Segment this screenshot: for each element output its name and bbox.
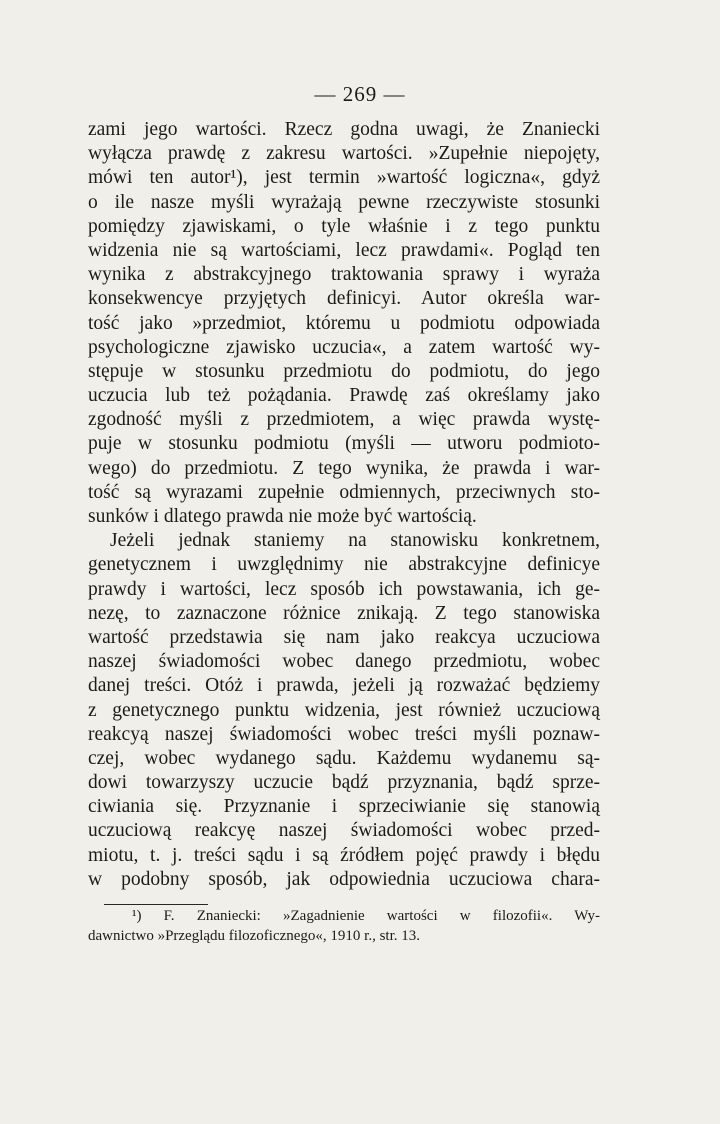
text-line: zgodność myśli z przedmiotem, a więc prawda wystę- [88,409,600,431]
text-line: uczuciową reakcyę naszej świadomości wobec przed- [88,820,600,842]
main-text [88,118,600,892]
footnote-line: ¹) F. Znaniecki: »Zagadnienie wartości w filozofii«. Wy- [132,908,600,924]
text-line: stępuje w stosunku przedmiotu do podmiotu, do jego [88,360,600,382]
page-number: — 269 — [314,82,406,106]
text-line: psychologiczne zjawisko uczucia«, a zatem wartość wy- [88,336,600,358]
text-line: uczucia lub też pożądania. Prawdę zaś określamy jako [88,385,600,407]
text-line: danej treści. Otóż i prawda, jeżeli ją rozważać będziemy [88,675,600,697]
text-line: mówi ten autor¹), jest termin »wartość logiczna«, gdyż [88,167,600,189]
text-line: prawdy i wartości, lecz sposób ich powstawania, ich ge- [88,578,600,600]
text-line: o ile nasze myśli wyrażają pewne rzeczywiste stosunki [88,191,600,213]
text-line: pomiędzy zjawiskami, o tyle właśnie i z tego punktu [88,215,600,237]
text-line: naszej świadomości wobec danego przedmiotu, wobec [88,651,600,673]
text-line: czej, wobec wydanego sądu. Każdemu wydanemu są- [88,747,600,769]
text-line: widzenia nie są wartościami, lecz prawdami«. Pogląd ten [88,239,600,261]
text-line: konsekwencye przyjętych definicyi. Autor określa war- [88,288,600,310]
text-line: tość są wyrazami zupełnie odmiennych, przeciwnych sto- [88,481,600,503]
text-line: dowi towarzyszy uczucie bądź przyznania, bądź sprze- [88,772,600,794]
text-line: tość jako »przedmiot, któremu u podmiotu odpowiada [88,312,600,334]
footnote [88,906,600,946]
text-line: genetycznem i uwzględnimy nie abstrakcyjne definicye [88,554,600,576]
text-line: wego) do przedmiotu. Z tego wynika, że prawda i war- [88,457,600,479]
text-line: nezę, to zaznaczone różnice znikają. Z tego stanowiska [88,602,600,624]
text-line: wartość przedstawia się nam jako reakcya uczuciowa [88,626,600,648]
footnote-divider [104,904,208,905]
footnote-line: dawnictwo »Przeglądu filozoficznego«, 1910 r., str. 13. [88,928,421,944]
text-line: w podobny sposób, jak odpowiednia uczuciowa chara- [88,868,600,890]
text-line: puje w stosunku podmiotu (myśli — utworu podmioto- [88,433,600,455]
text-line: miotu, t. j. treści sądu i są źródłem pojęć prawdy i błędu [88,844,600,866]
text-line: ciwiania się. Przyznanie i sprzeciwianie się stanowią [88,796,600,818]
text-line: wynika z abstrakcyjnego traktowania sprawy i wyraża [88,264,600,286]
text-line: z genetycznego punktu widzenia, jest również uczuciową [88,699,600,721]
text-line: wyłącza prawdę z zakresu wartości. »Zupełnie niepojęty, [88,143,600,165]
text-line: sunków i dlatego prawda nie może być wartością. [88,506,477,527]
text-line: zami jego wartości. Rzecz godna uwagi, że Znaniecki [88,119,600,140]
paragraph-start-line: Jeżeli jednak staniemy na stanowisku konkretnem, [110,530,600,552]
text-line: reakcyą naszej świadomości wobec treści myśli poznaw- [88,723,600,745]
